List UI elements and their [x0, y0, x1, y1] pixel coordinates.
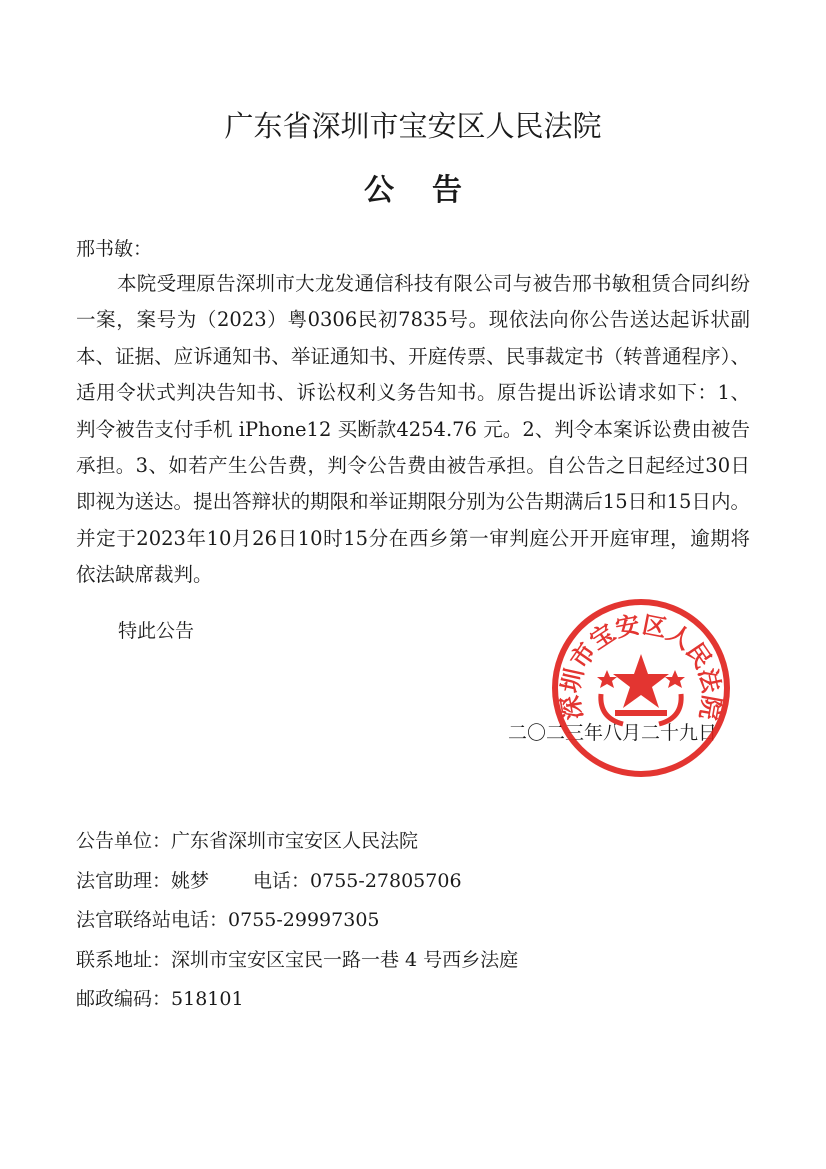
- assistant-name: 姚梦: [171, 869, 210, 892]
- closing-phrase: 特此公告: [118, 620, 195, 642]
- station-phone: 0755-29997305: [228, 909, 380, 931]
- address-line: [76, 941, 518, 981]
- notice-body: 本院受理原告深圳市大龙发通信科技有限公司与被告邢书敏租赁合同纠纷一案，案号为（2023）粤0306民初7835号。现依法向你公告送达起诉状副本、证据、应诉通知书、举证通知书、开庭传票、民事裁定书（转普通程序）、适用令状式判决告知书、诉讼权利义务告知书。原告提出诉讼请求如下：1、判令被告支付手机 iPhone12 买断款4254.76 元。2、判令本案诉讼费由被告承担。3、如若产生公告费，判令公告费由被告承担。自公告之日起经过30日即视为送达。提出答辩状的期限和举证期限分别为公告期满后15日和15日内。并定于2023年10月26日10时15分在西乡第一审判庭公开开庭审理，逾期将依法缺席裁判。: [76, 272, 750, 587]
- document-type-heading: 公告: [364, 173, 500, 208]
- unit-label: 公告单位：: [76, 830, 172, 852]
- assistant-label: 法官助理：: [76, 869, 172, 892]
- unit-value: 广东省深圳市宝安区人民法院: [171, 830, 419, 852]
- court-name: 广东省深圳市宝安区人民法院: [224, 109, 602, 143]
- postcode-label: 邮政编码：: [76, 988, 172, 1010]
- address-value: 深圳市宝安区宝民一路一巷 4 号西乡法庭: [171, 948, 519, 971]
- judge-assistant-line: [76, 862, 518, 902]
- seal-text: 深圳市宝安区人民法院: [556, 610, 726, 722]
- station-label: 法官联络站电话：: [76, 909, 229, 931]
- phone-label: 电话：: [253, 869, 311, 892]
- postcode-value: 518101: [171, 988, 244, 1010]
- court-seal-stamp: [546, 596, 736, 780]
- addressee: 邢书敏：: [76, 238, 153, 260]
- postcode-line: [76, 980, 518, 1020]
- phone-number: 0755-27805706: [310, 869, 462, 892]
- publishing-unit-line: [76, 822, 518, 862]
- notice-date: 二〇二三年八月二十九日: [508, 722, 718, 744]
- address-label: 联系地址：: [76, 948, 172, 971]
- liaison-station-line: [76, 901, 518, 941]
- national-emblem: [597, 654, 685, 724]
- contact-info: [76, 822, 518, 1020]
